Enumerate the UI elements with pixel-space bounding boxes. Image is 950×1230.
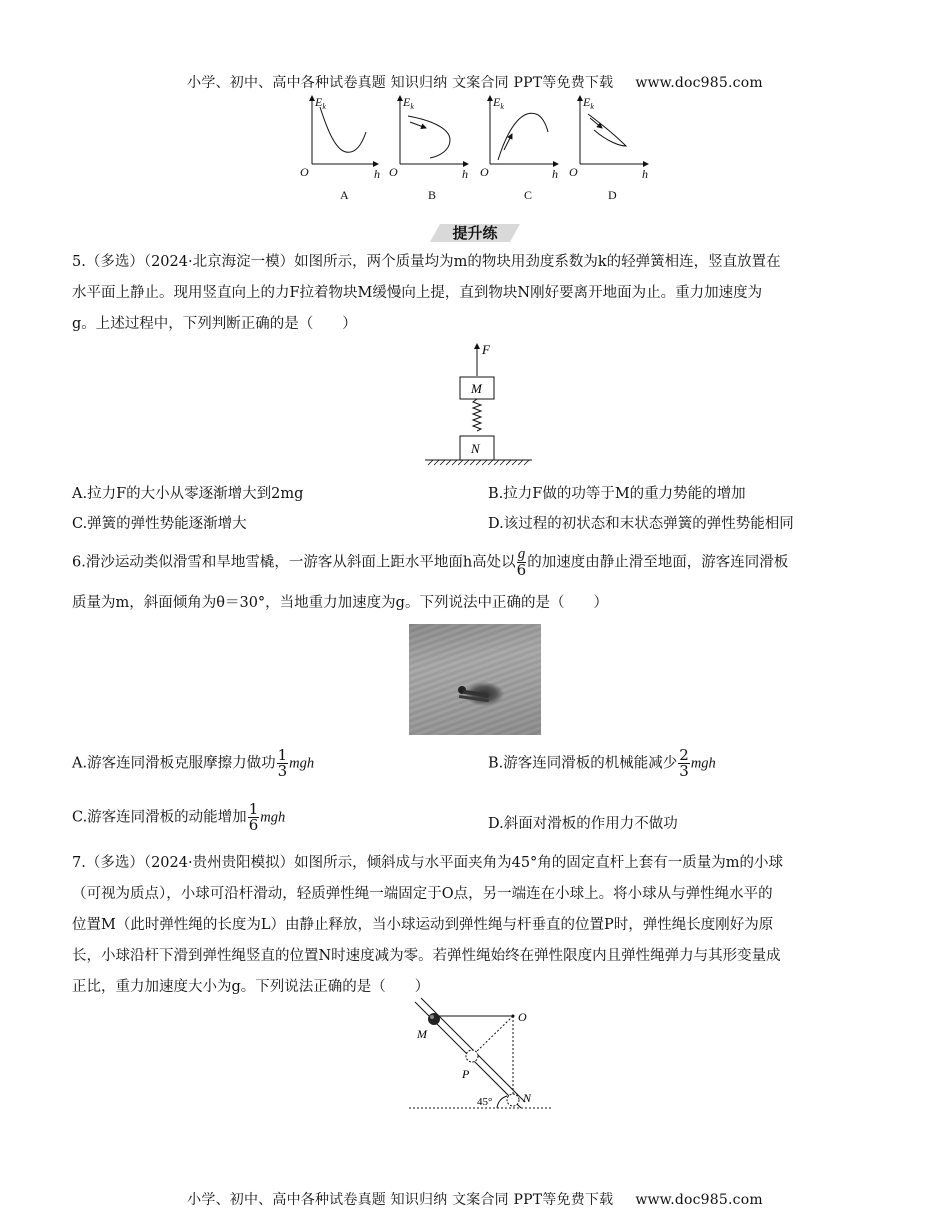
- q7-fig-n: N: [523, 1091, 532, 1105]
- q6-option-a-den: 3: [277, 762, 288, 780]
- q6-option-c-text: C.游客连同滑板的动能增加: [72, 809, 247, 826]
- graph-d-origin: O: [569, 165, 578, 179]
- q7-fig-m: M: [417, 1027, 427, 1041]
- q7-fig-angle: 45°: [477, 1096, 493, 1108]
- q6-option-c-den: 6: [248, 816, 259, 834]
- graph-a-axis-x: h: [374, 167, 380, 181]
- q7-line3: 位置M（此时弹性绳的长度为L）由静止释放，当小球运动到弹性绳与杆垂直的位置P时，弹性绳长度刚好为原: [72, 917, 774, 933]
- footer-url: www.doc985.com: [635, 1192, 763, 1208]
- q5-fig-f: F: [482, 342, 490, 357]
- q6-option-b-fraction: [678, 748, 690, 779]
- svg-text:Ek: [492, 95, 504, 111]
- q6-option-c-fraction: [248, 802, 260, 833]
- q6-option-c[interactable]: [72, 802, 285, 833]
- q6-option-a[interactable]: [72, 748, 314, 779]
- graph-b: [389, 95, 468, 202]
- graph-c-origin: O: [480, 165, 489, 179]
- header-url: www.doc985.com: [635, 75, 763, 91]
- graph-b-origin: O: [389, 165, 398, 179]
- q6-frac-den: 6: [516, 561, 527, 579]
- q6-option-b-den: 3: [679, 762, 689, 780]
- q6-option-a-text: A.游客连同滑板克服摩擦力做功: [72, 755, 276, 772]
- q6-fraction: [517, 547, 527, 578]
- page-header: [0, 72, 950, 92]
- svg-text:Ek: [582, 95, 594, 111]
- graph-a-axis-y: E: [315, 95, 323, 109]
- q5-stem: [72, 247, 882, 340]
- q6-option-b[interactable]: [488, 748, 716, 779]
- q7-line1: 7.（多选）（2024·贵州贵阳模拟）如图所示，倾斜成与水平面夹角为45°角的固定直杆上套有一质量为m的小球: [72, 855, 784, 871]
- graph-a-origin: O: [300, 165, 309, 179]
- graph-b-axis-y: E: [403, 95, 411, 109]
- q6-option-b-num: 2: [679, 746, 689, 764]
- q6-option-a-mgh: mgh: [289, 755, 315, 772]
- q5-option-d[interactable]: D.该过程的初状态和末状态弹簧的弹性势能相同: [488, 516, 794, 532]
- q6-sand-sliding-photo: [409, 624, 541, 735]
- section-title: 提升练: [452, 224, 498, 242]
- graph-b-axis-x: h: [462, 167, 468, 181]
- graph-d: [569, 95, 648, 202]
- q6-option-a-fraction: [277, 748, 289, 779]
- q6-line1b: 的加速度由静止滑至地面，游客连同滑板: [527, 554, 789, 571]
- graph-c: [480, 95, 558, 202]
- q5-figure: [420, 340, 535, 466]
- footer-text: 小学、初中、高中各种试卷真题 知识归纳 文案合同 PPT等免费下载: [187, 1192, 614, 1208]
- q7-figure: [405, 996, 555, 1112]
- q6-line2: 质量为m，斜面倾角为θ＝30°，当地重力加速度为g。下列说法中正确的是（ ）: [72, 595, 608, 611]
- graph-a-label: A: [340, 188, 349, 202]
- graph-a-axis-y-sub: k: [322, 102, 326, 111]
- q7-fig-o: O: [518, 1010, 527, 1024]
- q5-option-b[interactable]: B.拉力F做的功等于M的重力势能的增加: [488, 486, 746, 502]
- q7-line5: 正比，重力加速度大小为g。下列说法正确的是（ ）: [72, 979, 430, 995]
- graph-d-axis-y: E: [583, 95, 591, 109]
- graph-d-label: D: [608, 188, 617, 202]
- q7-line4: 长，小球沿杆下滑到弹性绳竖直的位置N时速度减为零。若弹性绳始终在弹性限度内且弹性绳弹力与其形变量成: [72, 948, 781, 964]
- graph-b-axis-y-sub: k: [410, 102, 414, 111]
- q7-fig-p: P: [462, 1067, 470, 1081]
- q6-option-c-num: 1: [248, 800, 259, 818]
- q6-frac-num: g: [517, 546, 526, 562]
- q7-stem: [72, 848, 882, 1003]
- q7-line2: （可视为质点），小球可沿杆滑动，轻质弹性绳一端固定于O点，另一端连在小球上。将小球从与弹性绳水平的: [72, 886, 773, 902]
- graph-c-label: C: [524, 188, 533, 202]
- q5-option-c[interactable]: C.弹簧的弹性势能逐渐增大: [72, 516, 247, 532]
- q5-line3: g。上述过程中，下列判断正确的是（ ）: [72, 316, 357, 332]
- graph-a: [300, 95, 380, 202]
- q5-fig-m: M: [471, 381, 482, 396]
- q5-option-a[interactable]: A.拉力F的大小从零逐渐增大到2mg: [72, 486, 304, 502]
- graph-c-axis-x: h: [552, 167, 558, 181]
- page-footer: [0, 1189, 950, 1209]
- q6-option-b-mgh: mgh: [690, 755, 716, 772]
- graph-b-label: B: [428, 188, 437, 202]
- q6-option-b-text: B.游客连同滑板的机械能减少: [488, 755, 678, 772]
- graph-d-axis-y-sub: k: [590, 102, 594, 111]
- svg-text:Ek: [402, 95, 414, 111]
- header-text: 小学、初中、高中各种试卷真题 知识归纳 文案合同 PPT等免费下载: [187, 75, 614, 91]
- q6-option-d[interactable]: D.斜面对滑板的作用力不做功: [488, 816, 678, 832]
- q5-line1: 5.（多选）（2024·北京海淀一模）如图所示，两个质量均为m的物块用劲度系数为k的轻弹簧相连，竖直放置在: [72, 254, 781, 270]
- q5-line2: 水平面上静止。现用竖直向上的力F拉着物块M缓慢向上提，直到物块N刚好要离开地面为止。重力加速度为: [72, 285, 763, 301]
- graph-c-axis-y-sub: k: [500, 102, 504, 111]
- ek-h-graphs: [290, 92, 660, 204]
- q5-fig-n: N: [471, 441, 480, 456]
- graph-d-axis-x: h: [642, 167, 648, 181]
- q6-option-c-mgh: mgh: [260, 809, 286, 826]
- graph-c-axis-y: E: [493, 95, 501, 109]
- section-badge: [430, 224, 520, 242]
- q6-line1: [72, 547, 882, 578]
- q6-line1a: 6.滑沙运动类似滑雪和旱地雪橇，一游客从斜面上距水平地面h高处以: [72, 554, 516, 571]
- q6-option-a-num: 1: [277, 746, 288, 764]
